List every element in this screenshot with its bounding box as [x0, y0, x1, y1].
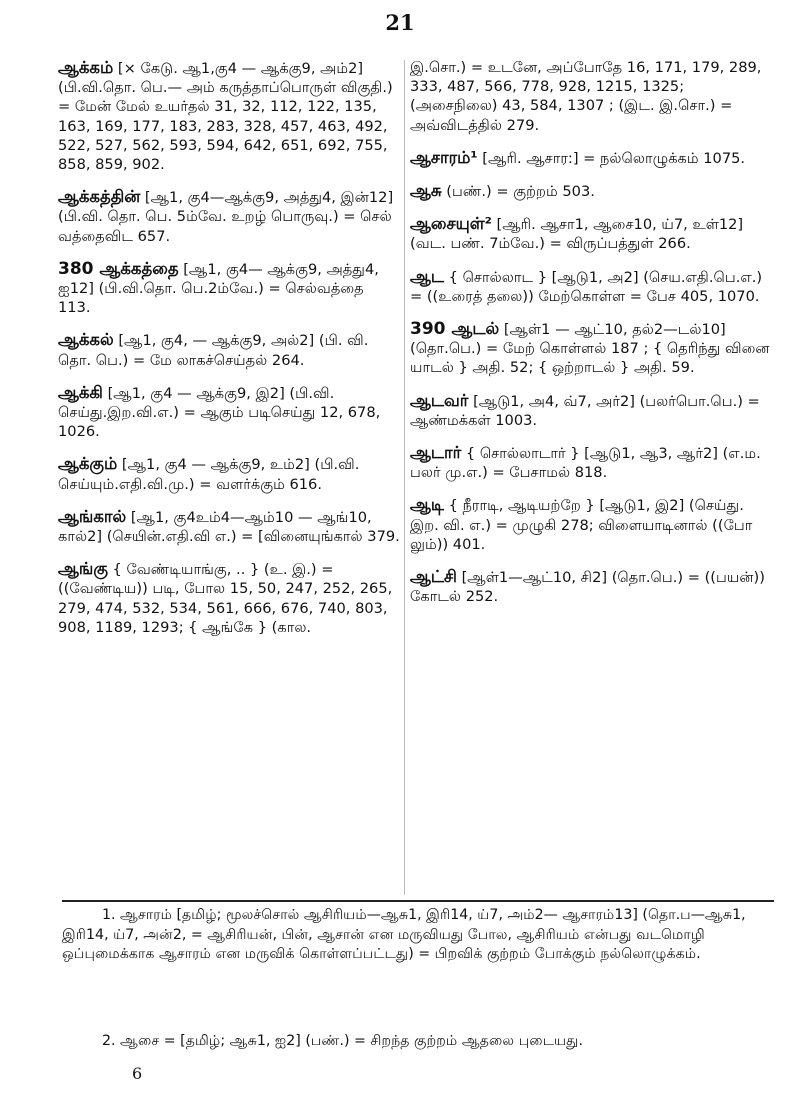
entry-definition: (பண்.) = குற்றம் 503.	[446, 183, 595, 201]
entry-headword: ஆக்கத்தின்	[58, 187, 141, 207]
entry-definition: { நீராடி, ஆடியற்றே } [ஆடு1, இ2] (செய்து. இற. வி. எ.) = முழுகி 278; விளையாடினால் ((போ லும்)) 401.	[410, 497, 753, 553]
entry-definition: [ஆ1, கு4 — ஆக்கு9, உம்2] (பி.வி. செய்யும்.எதி.வி.மு.) = வளர்க்கும் 616.	[58, 456, 360, 493]
dictionary-entry	[58, 330, 400, 369]
dictionary-entry	[58, 58, 400, 174]
dictionary-entry	[58, 187, 400, 246]
dictionary-entry	[410, 214, 775, 253]
entry-number: 380	[58, 258, 94, 279]
dictionary-entry	[58, 259, 400, 318]
entry-definition: [ஆள்1—ஆட்10, சி2] (தொ.பெ.) = ((பயன்)) கோடல் 252.	[410, 569, 765, 606]
entry-definition: [ஆ1, கு4, — ஆக்கு9, அல்2] (பி. வி. தொ. பெ.) = மே லாகச்செய்தல் 264.	[58, 332, 369, 369]
entry-definition: [ஆ1, கு4— ஆக்கு9, அத்து4, ஐ12] (பி.வி.தொ. பெ.2ம்வே.) = செல்வத்தை 113.	[58, 260, 379, 317]
entry-headword: ஆங்கு	[58, 559, 108, 579]
dictionary-entry	[58, 507, 400, 546]
entry-definition: [ஆ1, கு4—ஆக்கு9, அத்து4, இன்12] (பி.வி. தொ. பெ. 5ம்வே. உறழ் பொருவு.) = செல் வத்தைவிட 657.	[58, 189, 394, 245]
dictionary-entry	[58, 383, 400, 442]
dictionary-entry	[58, 454, 400, 493]
entry-headword: ஆக்கி	[58, 382, 103, 402]
dictionary-entry	[410, 495, 775, 554]
entry-definition: [ஆ1, கு4 — ஆக்கு9, இ2] (பி.வி. செய்து.இற.வி.எ.) = ஆகும் படிசெய்து 12, 678, 1026.	[58, 384, 381, 441]
entry-headword: ஆட	[410, 266, 444, 286]
right-column	[410, 58, 775, 619]
entry-definition: { வேண்டியாங்கு, .. } (உ. இ.) = ((வேண்டிய)) படி, போல 15, 50, 247, 252, 265, 279, 474, 532, 534, 561, 666, 676, 740, 803, 908, 1189, 1293; { ஆங்கே } (கால.	[58, 561, 393, 636]
entry-number: 390	[410, 319, 446, 340]
entry-headword: ஆசு	[410, 181, 442, 201]
dictionary-entry	[410, 181, 775, 201]
left-column	[58, 58, 400, 650]
entry-headword: ஆக்கும்	[58, 454, 118, 474]
entry-headword: ஆட்சி	[410, 567, 457, 587]
entry-definition: [× கேடு. ஆ1,கு4 — ஆக்கு9, அம்2] (பி.வி.தொ. பெ.— அம் கருத்தாப்பொருள் விகுதி.) = மேன் மேல் உயர்தல் 31, 32, 112, 122, 135, 163, 169, 177, 183, 283, 328, 457, 463, 492, 522, 527, 562, 593, 594, 642, 651, 692, 755, 858, 859, 902.	[58, 60, 393, 174]
dictionary-entry	[410, 567, 775, 606]
dictionary-entry	[410, 148, 775, 168]
entry-definition: { சொல்லாடார் } [ஆடு1, ஆ3, ஆர்2] (எ.ம. பலர் மு.எ.) = பேசாமல் 818.	[410, 445, 761, 482]
entry-headword: ஆடி	[410, 495, 444, 515]
signature-mark: 6	[132, 1064, 143, 1083]
page-number: 21	[385, 10, 415, 35]
entry-headword: ஆடார்	[410, 443, 462, 463]
dictionary-entry	[410, 319, 775, 378]
dictionary-entry	[410, 267, 775, 306]
dictionary-entry	[410, 443, 775, 482]
dictionary-entry	[58, 559, 400, 637]
entry-definition: [ஆரி. ஆசா1, ஆசை10, ய்7, உள்12] (வட. பண். 7ம்வே.) = விருப்பத்துள் 266.	[410, 216, 744, 253]
entry-headword: ஆக்கம்	[58, 58, 114, 77]
footnote-2: 2. ஆசை = [தமிழ்; ஆசு1, ஐ2] (பண்.) = சிறந்த குற்றம் ஆதலை புடையது.	[102, 1033, 583, 1049]
entry-headword: ஆக்கல்	[58, 330, 114, 350]
entry-headword: ஆசாரம்¹	[410, 147, 478, 167]
dictionary-entry	[410, 58, 775, 135]
entry-definition: [ஆ1, கு4உம்4—ஆம்10 — ஆங்10, கால்2] (செயின்.எதி.வி எ.) = [வினையுங்கால் 379.	[58, 508, 400, 546]
entry-definition: [ஆடு1, அ4, வ்7, அர்2] (பலர்பொ.பெ.) = ஆண்மக்கள் 1003.	[410, 392, 760, 429]
footnote-1: 1. ஆசாரம் [தமிழ்; மூலச்சொல் ஆசிரியம்—ஆசு1, இரி14, ய்7, அம்2— ஆசாரம்13] (தொ.ப—ஆசு1, இரி14, ய்7, அன்2, = ஆசிரியன், பின், ஆசான் என மருவியது போல, ஆசிரியம் என்பது வடமொழி ஒப்புமைக்காக ஆசாரம் என மருவிக் கொள்ளப்பட்டது) = பிறவிக் குற்றம் போக்கும் நல்லொழுக்கம்.	[62, 907, 746, 962]
entry-headword: ஆடல்	[451, 319, 500, 339]
entry-headword: ஆடவர்	[410, 390, 469, 410]
footnote-rule	[62, 900, 774, 902]
entry-definition: இ.சொ.) = உடனே, அப்போதே 16, 171, 179, 289, 333, 487, 566, 778, 928, 1215, 1325; (அசைநிலை) 43, 584, 1307 ; (இட. இ.சொ.) = அவ்விடத்தில் 279.	[410, 59, 762, 134]
entry-definition: [ஆள்1 — ஆட்10, தல்2—டல்10] (தொ.பெ.) = மேற் கொள்ளல் 187 ; { தெரிந்து வினை யாடல் } அதி. 52; { ஒற்றாடல் } அதி. 59.	[410, 321, 770, 377]
entry-headword: ஆங்கால்	[58, 506, 127, 526]
entry-headword: ஆசையுள்²	[410, 214, 492, 234]
dictionary-entry	[410, 391, 775, 430]
column-divider	[404, 60, 405, 895]
entry-definition: [ஆரி. ஆசார:] = நல்லொழுக்கம் 1075.	[482, 149, 746, 167]
entry-definition: { சொல்லாட } [ஆடு1, அ2] (செய.எதி.பெ.எ.) = ((உரைத் தலை)) மேற்கொள்ள = பேச 405, 1070.	[410, 268, 763, 305]
entry-headword: ஆக்கத்தை	[99, 258, 179, 278]
